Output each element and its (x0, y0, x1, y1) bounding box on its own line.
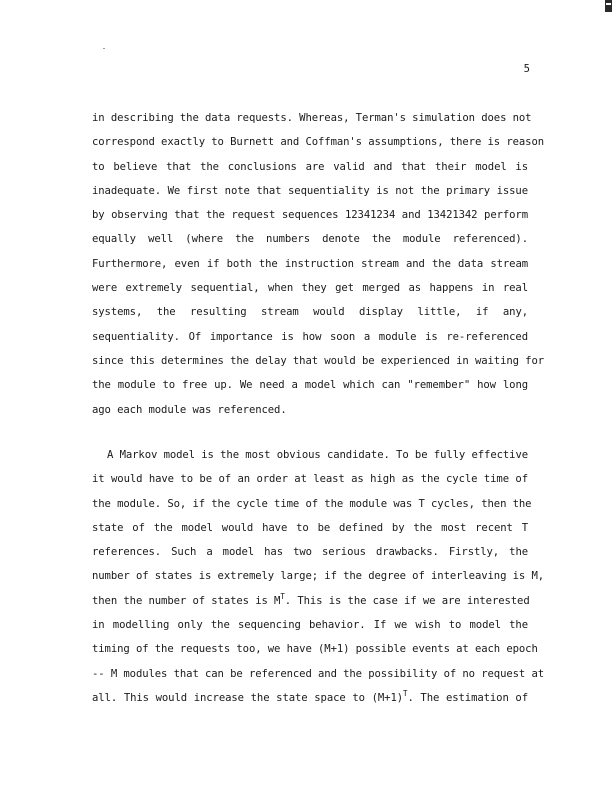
text-line: -- M modules that can be referenced and the possibility of no request at (92, 667, 545, 680)
page-number: 5 (523, 63, 530, 75)
paragraph-2 (92, 448, 545, 715)
text-segment: then the number of states is M (92, 594, 281, 607)
scan-corner-mark (605, 0, 612, 12)
text-line: systems, the resulting stream would display little, if any, (92, 306, 528, 319)
text-line: were extremely sequential, when they get merged as happens in real (92, 282, 528, 295)
text-line: the module. So, if the cycle time of the module was T cycles, then the (92, 497, 532, 510)
text-line: inadequate. We first note that sequentiality is not the primary issue (92, 184, 528, 197)
text-line: by observing that the request sequences 12341234 and 13421342 perform (92, 209, 528, 222)
text-line: since this determines the delay that would be experienced in waiting for (92, 354, 545, 367)
text-line: to believe that the conclusions are valid and that their model is (92, 160, 528, 173)
text-segment: . This is the case if we are interested (284, 594, 530, 607)
text-line: sequentiality. Of importance is how soon a module is re-referenced (92, 330, 528, 343)
text-line: it would have to be of an order at least as high as the cycle time of (92, 473, 528, 486)
superscript: T (403, 688, 408, 698)
text-line: in describing the data requests. Whereas, Terman's simulation does not (92, 112, 532, 124)
text-segment: all. This would increase the state space to (M+1) (92, 691, 404, 704)
text-line: timing of the requests too, we have (M+1) possible events at each epoch (92, 643, 538, 656)
text-line: A Markov model is the most obvious candidate. To be fully effective (107, 449, 528, 461)
text-line: the module to free up. We need a model which can "remember" how long (92, 379, 528, 392)
text-segment: . The estimation of (407, 691, 528, 704)
text-line: ago each module was referenced. (92, 403, 287, 416)
text-line: equally well (where the numbers denote the module referenced). (92, 233, 528, 246)
text-line: number of states is extremely large; if the degree of interleaving is M, (92, 570, 545, 583)
superscript: T (280, 591, 285, 601)
text-line: state of the model would have to be defined by the most recent T (92, 521, 528, 534)
text-line-with-superscript (92, 591, 530, 618)
paragraph-1 (92, 111, 545, 427)
text-line: in modelling only the sequencing behavior. If we wish to model the (92, 619, 528, 632)
scan-speck (103, 48, 105, 49)
text-line: references. Such a model has two serious drawbacks. Firstly, the (92, 546, 528, 559)
text-line-with-superscript (92, 688, 528, 715)
text-line: correspond exactly to Burnett and Coffman's assumptions, there is reason (92, 136, 545, 149)
text-line: Furthermore, even if both the instruction stream and the data stream (92, 257, 528, 270)
